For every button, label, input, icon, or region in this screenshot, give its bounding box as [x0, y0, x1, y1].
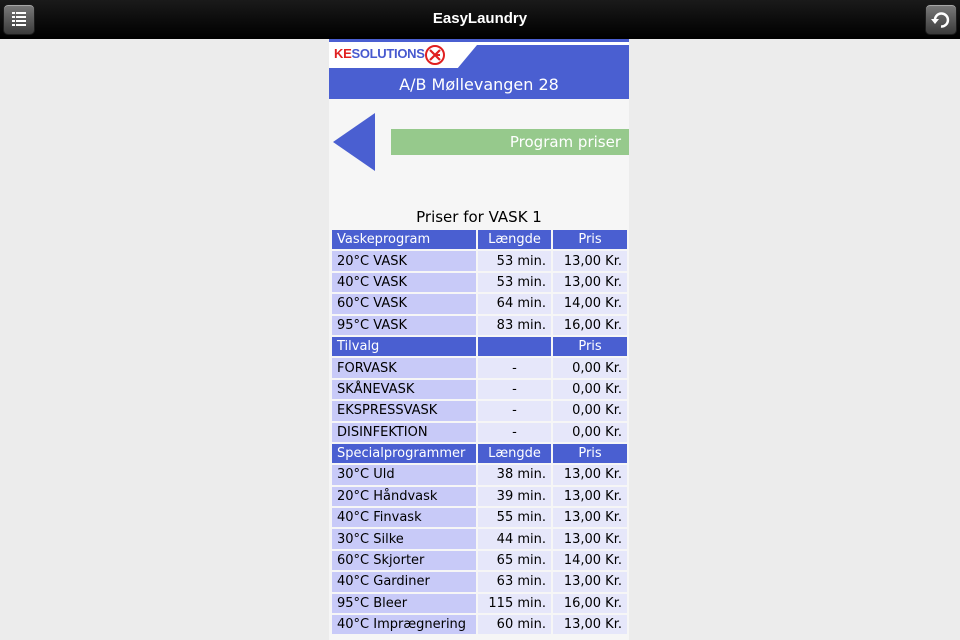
program-name: 40°C Finvask — [332, 508, 476, 527]
price-table — [330, 228, 629, 636]
program-name: 20°C Håndvask — [332, 487, 476, 506]
section-label: Program priser — [509, 133, 621, 151]
program-price: 16,00 Kr. — [553, 594, 627, 613]
column-header: Pris — [553, 337, 627, 356]
table-row — [332, 465, 627, 484]
table-row — [332, 401, 627, 420]
table-row — [332, 294, 627, 313]
table-row — [332, 423, 627, 442]
header-slant-decoration — [457, 39, 629, 69]
program-name: 95°C Bleer — [332, 594, 476, 613]
program-duration: 60 min. — [478, 615, 551, 634]
option-price: 0,00 Kr. — [553, 358, 627, 377]
program-name: 30°C Uld — [332, 465, 476, 484]
column-header: Tilvalg — [332, 337, 476, 356]
address-title: A/B Møllevangen 28 — [399, 75, 559, 94]
section-header — [391, 129, 629, 155]
program-duration: 63 min. — [478, 572, 551, 591]
table-row — [332, 508, 627, 527]
option-name: DISINFEKTION — [332, 423, 476, 442]
menu-button[interactable] — [3, 4, 35, 35]
option-price: 0,00 Kr. — [553, 380, 627, 399]
program-duration: 39 min. — [478, 487, 551, 506]
program-duration: 64 min. — [478, 294, 551, 313]
program-price: 14,00 Kr. — [553, 551, 627, 570]
program-price: 13,00 Kr. — [553, 251, 627, 270]
table-row — [332, 529, 627, 548]
option-duration: - — [478, 358, 551, 377]
program-name: 40°C Imprægnering — [332, 615, 476, 634]
program-price: 13,00 Kr. — [553, 508, 627, 527]
program-name: 60°C VASK — [332, 294, 476, 313]
table-row — [332, 487, 627, 506]
table-row — [332, 380, 627, 399]
program-price: 13,00 Kr. — [553, 615, 627, 634]
program-duration: 53 min. — [478, 273, 551, 292]
program-price: 13,00 Kr. — [553, 465, 627, 484]
program-duration: 65 min. — [478, 551, 551, 570]
program-price: 13,00 Kr. — [553, 273, 627, 292]
table-row — [332, 251, 627, 270]
program-price: 16,00 Kr. — [553, 316, 627, 335]
table-title: Priser for VASK 1 — [416, 208, 542, 226]
refresh-button[interactable] — [925, 4, 957, 35]
table-header-row — [332, 444, 627, 463]
program-name: 20°C VASK — [332, 251, 476, 270]
app-title: EasyLaundry — [432, 10, 528, 27]
table-row — [332, 594, 627, 613]
column-header: Specialprogrammer — [332, 444, 476, 463]
program-duration: 53 min. — [478, 251, 551, 270]
ke-logo-icon — [424, 44, 446, 66]
program-price: 13,00 Kr. — [553, 529, 627, 548]
program-name: 40°C Gardiner — [332, 572, 476, 591]
option-price: 0,00 Kr. — [553, 401, 627, 420]
option-name: SKÅNEVASK — [332, 380, 476, 399]
table-row — [332, 316, 627, 335]
main-content — [329, 39, 629, 640]
table-row — [332, 615, 627, 634]
program-price: 13,00 Kr. — [553, 487, 627, 506]
program-duration: 38 min. — [478, 465, 551, 484]
column-header: Vaskeprogram — [332, 230, 476, 249]
refresh-icon — [926, 5, 956, 34]
table-row — [332, 273, 627, 292]
program-duration: 83 min. — [478, 316, 551, 335]
program-name: 30°C Silke — [332, 529, 476, 548]
program-duration: 115 min. — [478, 594, 551, 613]
program-name: 95°C VASK — [332, 316, 476, 335]
column-header: Pris — [553, 444, 627, 463]
option-duration: - — [478, 401, 551, 420]
column-header: Længde — [478, 230, 551, 249]
program-duration: 44 min. — [478, 529, 551, 548]
top-bar — [0, 0, 960, 39]
option-name: FORVASK — [332, 358, 476, 377]
table-header-row — [332, 230, 627, 249]
table-row — [332, 358, 627, 377]
column-header: Længde — [478, 444, 551, 463]
program-price: 14,00 Kr. — [553, 294, 627, 313]
back-triangle-icon[interactable] — [333, 113, 377, 173]
column-header: Pris — [553, 230, 627, 249]
program-duration: 55 min. — [478, 508, 551, 527]
program-name: 60°C Skjorter — [332, 551, 476, 570]
table-row — [332, 572, 627, 591]
table-row — [332, 551, 627, 570]
company-logo: KESOLUTIONS — [334, 46, 425, 61]
program-price: 13,00 Kr. — [553, 572, 627, 591]
menu-list-icon — [4, 5, 34, 34]
table-header-row — [332, 337, 627, 356]
option-price: 0,00 Kr. — [553, 423, 627, 442]
option-duration: - — [478, 380, 551, 399]
option-duration: - — [478, 423, 551, 442]
column-header — [478, 337, 551, 356]
option-name: EKSPRESSVASK — [332, 401, 476, 420]
program-name: 40°C VASK — [332, 273, 476, 292]
